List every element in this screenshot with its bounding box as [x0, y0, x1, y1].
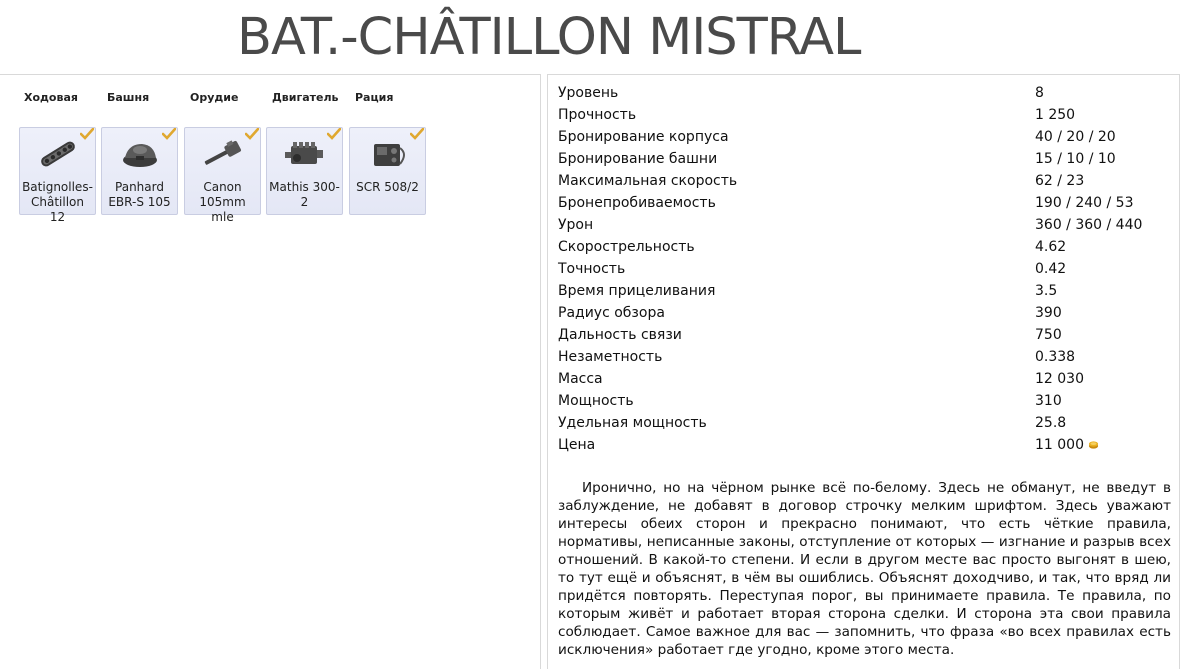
spec-value: 750 — [1035, 327, 1062, 343]
spec-label: Незаметность — [558, 349, 663, 365]
spec-row-view-range — [558, 302, 1168, 324]
module-header-radio: Рация — [355, 91, 394, 104]
module-card-turret[interactable] — [101, 127, 178, 215]
spec-label: Скорострельность — [558, 239, 695, 255]
spec-row-aim-time — [558, 280, 1168, 302]
spec-value: 4.62 — [1035, 239, 1067, 255]
spec-label: Прочность — [558, 107, 637, 123]
module-name: Mathis 300-2 — [269, 180, 340, 209]
credits-coin-icon — [1088, 439, 1099, 450]
installed-check-icon — [327, 128, 341, 140]
module-header-gun: Орудие — [190, 91, 239, 104]
modules-panel — [0, 74, 541, 669]
spec-row-damage — [558, 214, 1168, 236]
spec-label: Масса — [558, 371, 603, 387]
spec-value: 390 — [1035, 305, 1062, 321]
spec-label: Мощность — [558, 393, 634, 409]
spec-label: Максимальная скорость — [558, 173, 738, 189]
module-name: SCR 508/2 — [356, 180, 419, 194]
engine-icon — [283, 136, 327, 172]
spec-value: 1 250 — [1035, 107, 1076, 123]
installed-check-icon — [245, 128, 259, 140]
spec-row-specific-power — [558, 412, 1168, 434]
installed-check-icon — [410, 128, 424, 140]
gun-icon — [201, 136, 245, 172]
track-icon — [36, 136, 80, 172]
spec-label: Цена — [558, 437, 596, 453]
module-card-chassis[interactable] — [19, 127, 96, 224]
spec-value: 62 / 23 — [1035, 173, 1085, 189]
spec-value: 190 / 240 / 53 — [1035, 195, 1134, 211]
spec-row-rate-of-fire — [558, 236, 1168, 258]
spec-row-accuracy — [558, 258, 1168, 280]
module-card-radio[interactable] — [349, 127, 426, 215]
spec-label: Уровень — [558, 85, 619, 101]
spec-value: 40 / 20 / 20 — [1035, 129, 1116, 145]
spec-row-power — [558, 390, 1168, 412]
spec-row-price — [558, 434, 1168, 456]
spec-row-turret-armor — [558, 148, 1168, 170]
module-card-gun[interactable] — [184, 127, 261, 224]
spec-value: 12 030 — [1035, 371, 1084, 387]
module-card-engine[interactable] — [266, 127, 343, 215]
radio-icon — [366, 136, 410, 172]
turret-icon — [118, 136, 162, 172]
page-title: BAT.-CHÂTILLON MISTRAL — [237, 8, 861, 67]
module-header-turret: Башня — [107, 91, 150, 104]
spec-label: Радиус обзора — [558, 305, 665, 321]
spec-label: Урон — [558, 217, 594, 233]
price-amount: 11 000 — [1035, 437, 1084, 453]
spec-value-price — [1035, 437, 1099, 453]
spec-value: 360 / 360 / 440 — [1035, 217, 1143, 233]
spec-value: 0.42 — [1035, 261, 1067, 277]
module-header-engine: Двигатель — [272, 91, 339, 104]
spec-row-camouflage — [558, 346, 1168, 368]
module-header-chassis: Ходовая — [24, 91, 78, 104]
spec-label: Бронепробиваемость — [558, 195, 716, 211]
spec-label: Бронирование корпуса — [558, 129, 729, 145]
spec-row-penetration — [558, 192, 1168, 214]
spec-row-hitpoints — [558, 104, 1168, 126]
module-name: Canon 105mm mle — [199, 180, 246, 224]
spec-label: Удельная мощность — [558, 415, 707, 431]
spec-value: 310 — [1035, 393, 1062, 409]
vehicle-description: Иронично, но на чёрном рынке всё по-белому. Здесь не обманут, не введут в заблуждение, не добавят в договор строчку мелким шрифтом. Здесь уважают интересы обеих сторон и прекрасно понимают, что есть чёткие правила, нормативы, неписанные законы, отступление от которых — изгнание и разрыв всех отношений. В какой-то степени. И если в другом месте вас просто выгонят в шею, то тут ещё и объяснят, в чём вы ошиблись. Объяснят доходчиво, и так, что вряд ли придётся повторять. Переступая порог, вы принимаете правила. Те правила, по которым живёт и работает вторая сторона сделки. И сторона эта свои правила соблюдает. Самое важное для вас — запомнить, что фраза «во всех правилах есть исключения» работает где угодно, кроме этого места. — [558, 480, 1171, 658]
spec-label: Бронирование башни — [558, 151, 718, 167]
spec-value: 0.338 — [1035, 349, 1076, 365]
spec-label: Время прицеливания — [558, 283, 716, 299]
specs-table — [558, 82, 1168, 456]
installed-check-icon — [162, 128, 176, 140]
spec-label: Дальность связи — [558, 327, 682, 343]
module-name: Batignolles-Châtillon 12 — [22, 180, 93, 224]
spec-row-weight — [558, 368, 1168, 390]
spec-row-signal-range — [558, 324, 1168, 346]
module-name: Panhard EBR-S 105 — [108, 180, 171, 209]
spec-value: 25.8 — [1035, 415, 1067, 431]
spec-label: Точность — [558, 261, 626, 277]
spec-value: 15 / 10 / 10 — [1035, 151, 1116, 167]
spec-value: 8 — [1035, 85, 1044, 101]
spec-row-max-speed — [558, 170, 1168, 192]
spec-row-tier — [558, 82, 1168, 104]
specs-panel — [547, 74, 1180, 669]
spec-row-hull-armor — [558, 126, 1168, 148]
installed-check-icon — [80, 128, 94, 140]
spec-value: 3.5 — [1035, 283, 1058, 299]
